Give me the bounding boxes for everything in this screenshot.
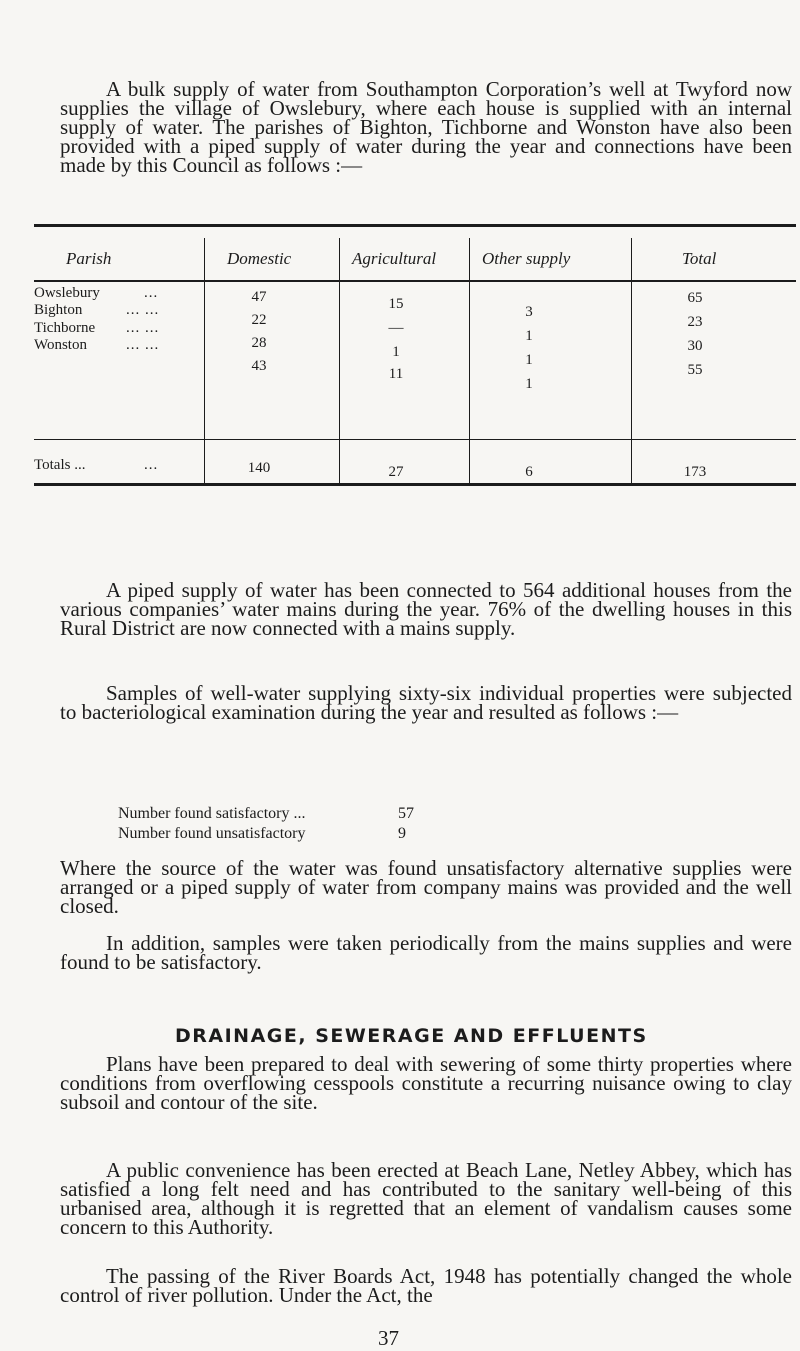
- table-row-parish: Bighton: [34, 302, 83, 318]
- header-total: Total: [682, 249, 717, 268]
- sample-results: [118, 804, 438, 844]
- sample-result-row: [118, 824, 438, 844]
- domestic-value: 43: [251, 358, 267, 374]
- agricultural-value: —: [388, 320, 404, 336]
- table-row-dots: ... ...: [126, 320, 160, 336]
- table-row-dots: ...: [144, 285, 159, 301]
- paragraph-mains-samples: In addition, samples were taken periodically from the mains supplies and were found to be satisfactory.: [60, 931, 792, 974]
- table-col-divider: [339, 238, 340, 483]
- total-value: 23: [687, 314, 703, 330]
- domestic-value: 47: [251, 289, 267, 305]
- totals-agricultural: 27: [388, 464, 404, 480]
- other-supply-value: 1: [525, 376, 533, 392]
- table-row-parish: Tichborne: [34, 320, 96, 336]
- domestic-value: 28: [251, 335, 267, 351]
- total-value: 30: [687, 338, 703, 354]
- paragraph-piped-supply: A piped supply of water has been connected to 564 additional houses from the various companies’ water mains during the year. 76% of the dwelling houses in this Rural District are now connected with a mains supply.: [60, 578, 792, 640]
- header-parish: Parish: [66, 249, 112, 268]
- page-number: 37: [378, 1326, 399, 1350]
- header-other-supply: Other supply: [482, 249, 571, 268]
- sample-result-value: 57: [398, 805, 414, 822]
- header-agricultural: Agricultural: [352, 249, 437, 268]
- paragraph-alternative-supplies: Where the source of the water was found unsatisfactory alternative supplies were arranged or a piped supply of water from company mains was provided and the well closed.: [60, 856, 792, 918]
- sample-result-label: Number found unsatisfactory: [118, 825, 306, 842]
- totals-domestic: 140: [247, 460, 271, 476]
- totals-label: Totals ...: [34, 457, 86, 473]
- table-row-parish: Owslebury: [34, 285, 100, 301]
- sample-result-row: [118, 804, 438, 824]
- table-col-divider: [631, 238, 632, 483]
- totals-dots: ...: [144, 457, 159, 473]
- table-row-parish: Wonston: [34, 337, 87, 353]
- header-domestic: Domestic: [227, 249, 292, 268]
- total-value: 65: [687, 290, 703, 306]
- table-totals-rule: [34, 439, 796, 440]
- other-supply-value: 3: [525, 304, 533, 320]
- other-supply-value: 1: [525, 352, 533, 368]
- sample-result-label: Number found satisfactory ...: [118, 805, 306, 822]
- table-top-rule: [34, 224, 796, 227]
- agricultural-value: 11: [388, 366, 404, 382]
- table-col-divider: [204, 238, 205, 483]
- other-supply-value: 1: [525, 328, 533, 344]
- connections-table: [34, 224, 796, 486]
- table-row-dots: ... ...: [126, 302, 160, 318]
- table-header-rule: [34, 280, 796, 282]
- agricultural-value: 15: [388, 296, 404, 312]
- paragraph-sewering-plans: Plans have been prepared to deal with sewering of some thirty properties where conditions from overflowing cesspools constitute a recurring nuisance owing to clay subsoil and contour of the site.: [60, 1052, 792, 1114]
- totals-total: 173: [683, 464, 707, 480]
- paragraph-river-boards-act: The passing of the River Boards Act, 1948 has potentially changed the whole control of river pollution. Under the Act, the: [60, 1264, 792, 1307]
- paragraph-public-convenience: A public convenience has been erected at Beach Lane, Netley Abbey, which has satisfied a long felt need and has contributed to the sanitary well-being of this urbanised area, although it is regretted that an element of vandalism causes some concern to this Authority.: [60, 1158, 792, 1239]
- paragraph-water-supply: A bulk supply of water from Southampton Corporation’s well at Twyford now supplies the village of Owslebury, where each house is supplied with an internal supply of water. The parishes of Bighton, Tichborne and Wonston have also been provided with a piped supply of water during the year and connections have been made by this Council as follows :—: [60, 77, 792, 177]
- table-bottom-rule: [34, 483, 796, 486]
- total-value: 55: [687, 362, 703, 378]
- section-heading: DRAINAGE, SEWERAGE AND EFFLUENTS: [175, 1025, 648, 1047]
- table-row-dots: ... ...: [126, 337, 160, 353]
- table-col-divider: [469, 238, 470, 483]
- sample-result-value: 9: [398, 825, 406, 842]
- domestic-value: 22: [251, 312, 267, 328]
- totals-other-supply: 6: [525, 464, 533, 480]
- agricultural-value: 1: [392, 344, 400, 360]
- paragraph-well-samples: Samples of well-water supplying sixty-six individual properties were subjected to bacteriological examination during the year and resulted as follows :—: [60, 681, 792, 724]
